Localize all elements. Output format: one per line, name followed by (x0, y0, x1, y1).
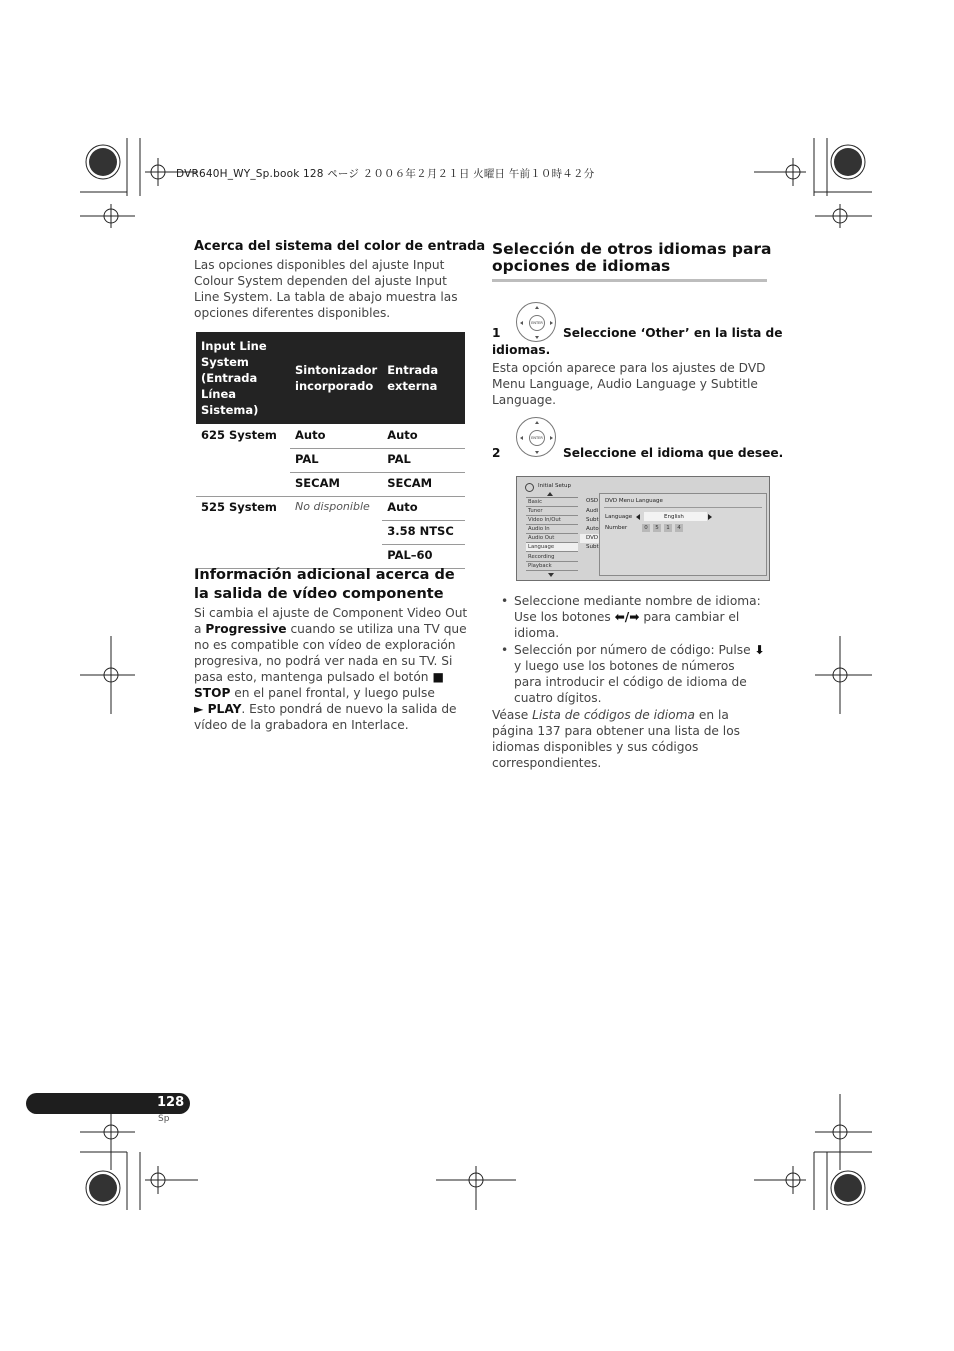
osd-language-value: English (664, 514, 684, 520)
osd-menu-item: Basic (526, 498, 578, 507)
osd-digit: 1 (664, 524, 672, 532)
osd-menu-item: Tuner (526, 507, 578, 516)
cell-external: Auto (382, 424, 465, 448)
bullet-1-text-a: Seleccione mediante nombre de idioma: Use los botones (514, 594, 761, 624)
video-text-1: Si cambia el ajuste de Component Video Out a (194, 606, 468, 636)
table-row (196, 472, 465, 496)
bullet-item-name (514, 593, 766, 641)
cell-external: Auto (382, 496, 465, 520)
osd-menu-item: Audio In (526, 525, 578, 534)
cell-tuner (290, 544, 382, 568)
scroll-down-icon (548, 573, 554, 577)
see-also-post: en la página 137 para obtener una lista de los idiomas disponibles y sus códigos correspondientes. (492, 708, 740, 770)
step-1-text-cont: idiomas. (492, 343, 551, 357)
play-button-term: ► PLAY (194, 702, 242, 716)
video-section-paragraph (194, 605, 470, 733)
osd-language-label: Language (605, 514, 633, 520)
enter-joystick-icon (516, 302, 556, 342)
osd-menu-item: Recording (526, 553, 578, 562)
video-text-4: . Esto pondrá de nuevo la salida de vídeo de la grabadora en Interlace. (194, 702, 457, 732)
cell-system: 625 System (201, 428, 277, 442)
osd-initial-setup-screen (516, 476, 770, 581)
color-section-paragraph: Las opciones disponibles del ajuste Input Colour System dependen del ajuste Input Line System. La tabla de abajo muestra las opciones diferentes disponibles. (194, 258, 458, 320)
video-text-2: cuando se utiliza una TV que no es compatible con vídeo de exploración progresiva, no podrá ver nada en su TV. Si pasa esto, mantenga pulsado el botón (194, 622, 467, 684)
down-arrow-icon: ⬇ (754, 643, 765, 657)
cell-system (196, 472, 290, 496)
table-row (196, 520, 465, 544)
cell-external: 3.58 NTSC (382, 520, 465, 544)
stop-button-term: ■ STOP (194, 670, 444, 700)
bullet-dot: • (501, 594, 509, 608)
enter-label: ENTER (529, 315, 545, 331)
cell-tuner: No disponible (295, 499, 370, 513)
table-header-row (196, 332, 465, 424)
arrow-right-icon (708, 514, 712, 520)
osd-sub-item: Subt (586, 517, 599, 523)
video-section-title: Información adicional acerca de la salida de vídeo componente (194, 567, 455, 602)
video-text-3: en el panel frontal, y luego pulse (234, 686, 435, 700)
header-tuner: Sintonizador incorporado (290, 332, 382, 424)
osd-digit: 0 (642, 524, 650, 532)
osd-digit: 5 (653, 524, 661, 532)
osd-menu-item-selected: Language (526, 543, 578, 552)
bullet-dot: • (501, 643, 509, 657)
see-also-paragraph (492, 707, 748, 771)
progressive-term: Progressive (205, 622, 287, 636)
osd-sub-item: Auto (586, 526, 599, 532)
left-right-arrow-icon: ⬅/➡ (614, 610, 640, 624)
arrow-left-icon (636, 514, 640, 520)
osd-menu-item: Audio Out (526, 534, 578, 543)
osd-sub-item: Audi (586, 508, 599, 514)
cell-external: PAL (382, 448, 465, 472)
color-section-title: Acerca del sistema del color de entrada (194, 239, 486, 254)
disc-icon (525, 483, 534, 492)
step-2-number: 2 (492, 446, 501, 460)
enter-joystick-icon (516, 417, 556, 457)
step-1-description: Esta opción aparece para los ajustes de DVD Menu Language, Audio Language y Subtitle Language. (492, 361, 766, 407)
bullet-1-text-b: para cambiar el idioma. (514, 610, 740, 640)
cell-system (196, 544, 290, 568)
bullet-2-text-a: Selección por número de código: Pulse (514, 643, 751, 657)
osd-sub-item-selected: DVD (586, 535, 599, 541)
right-section-title: Selección de otros idiomas para opciones de idiomas (492, 240, 772, 275)
osd-sub-item: OSD (586, 498, 599, 504)
cell-external: SECAM (382, 472, 465, 496)
print-header: DVR640H_WY_Sp.book 128 ページ ２００６年２月２１日 火曜日 午前１０時４２分 (176, 168, 595, 180)
title-rule (492, 279, 767, 282)
see-also-reference: Lista de códigos de idioma (532, 708, 695, 722)
enter-label: ENTER (529, 430, 545, 446)
table-row (196, 448, 465, 472)
color-system-table (196, 332, 465, 569)
osd-menu-item: Video In/Out (526, 516, 578, 525)
table-row (196, 496, 465, 520)
step-1-number: 1 (492, 326, 501, 340)
table-row (196, 424, 465, 448)
cell-system (196, 448, 290, 472)
cell-tuner: Auto (290, 424, 382, 448)
cell-tuner: SECAM (290, 472, 382, 496)
cell-external: PAL–60 (382, 544, 465, 568)
osd-number-label: Number (605, 525, 628, 531)
osd-digit: 4 (675, 524, 683, 532)
cell-system: 525 System (201, 499, 277, 514)
osd-sub-item: Subt (586, 544, 599, 550)
see-also-pre: Véase (492, 708, 529, 722)
cell-tuner (290, 520, 382, 544)
osd-option-panel (599, 493, 767, 576)
osd-menu-item: Playback (526, 562, 578, 571)
cell-tuner: PAL (290, 448, 382, 472)
osd-panel-title: DVD Menu Language (605, 498, 663, 504)
scroll-up-icon (547, 492, 553, 496)
cell-system (196, 520, 290, 544)
step-1-text: Seleccione ‘Other’ en la lista de (563, 326, 783, 340)
bullet-2-text-b: y luego use los botones de números para introducir el código de idioma de cuatro dígitos. (514, 659, 747, 705)
osd-title: Initial Setup (538, 483, 571, 489)
header-external: Entrada externa (382, 332, 465, 424)
page-number: 128 (157, 1095, 185, 1110)
table-row (196, 544, 465, 568)
bullet-item-code (514, 642, 766, 706)
language-code: Sp (158, 1114, 170, 1124)
header-input-line-system: Input Line System (Entrada Línea Sistema) (196, 332, 290, 424)
step-2-text: Seleccione el idioma que desee. (563, 446, 784, 460)
